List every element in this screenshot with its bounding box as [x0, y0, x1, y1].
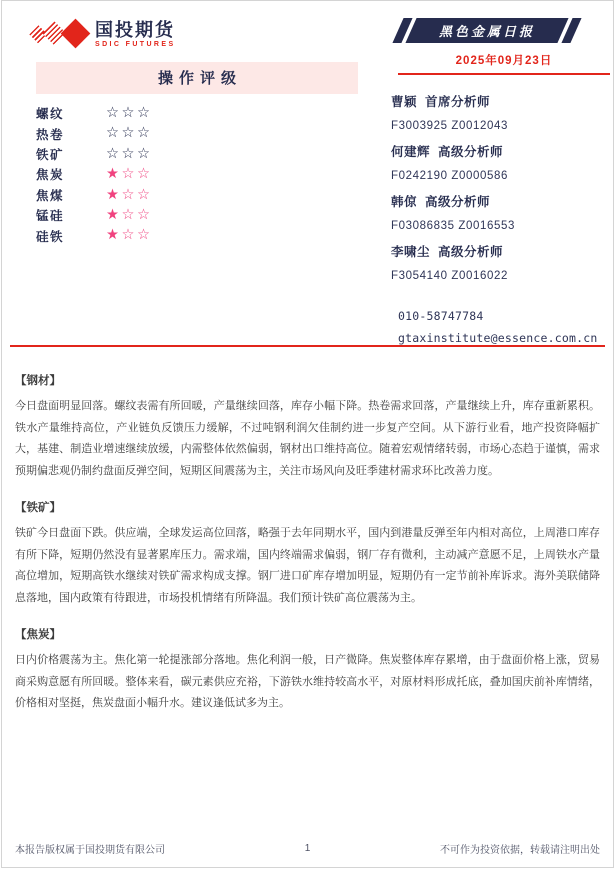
commodity-label: 焦煤 — [36, 188, 65, 203]
section-steel — [15, 371, 600, 482]
section-title: 【钢材】 — [15, 375, 61, 387]
section-text: 今日盘面明显回落。螺纹表需有所回暖，产量继续回落，库存小幅下降。热卷需求回落，产量继续上升，库存重新累积。铁水产量维持高位，产业链负反馈压力缓解，不过吨钢利润欠佳制约进一步复产空间。从下游行业看，地产投资降幅扩大，基建、制造业增速继续放缓，内需整体依然偏弱，钢材出口维持高位。随着宏观情绪转弱，市场心态趋于谨慎，需求预期偏悲观仍制约盘面反弹空间，短期区间震荡为主，关注市场风向及旺季建材需求环比改善力度。 — [15, 400, 600, 477]
section-title: 【焦炭】 — [15, 629, 61, 641]
page-number: 1 — [304, 843, 311, 854]
analyst-title: 高级分析师 — [438, 145, 504, 159]
rating-panel-title: 操作评级 — [36, 62, 358, 94]
page-footer — [15, 841, 600, 856]
star-rating: ★☆☆ — [106, 227, 153, 244]
analyst-title: 高级分析师 — [438, 245, 504, 259]
report-title-banner — [398, 18, 576, 43]
rating-row — [36, 225, 358, 245]
analyst-name: 曹颖 — [391, 95, 418, 109]
report-date: 2025年09月23日 — [398, 52, 610, 75]
section-title: 【铁矿】 — [15, 502, 61, 514]
footer-disclaimer: 不可作为投资依据，转载请注明出处 — [440, 845, 600, 856]
logo-text — [95, 20, 176, 48]
analyst-codes: F3003925 Z0012043 — [391, 120, 508, 132]
report-title-text: 黑色金属日报 — [438, 24, 535, 39]
analyst-name-line — [391, 89, 611, 114]
section-coke — [15, 625, 600, 715]
star-rating: ☆☆☆ — [106, 125, 153, 142]
analyst-panel — [391, 89, 611, 349]
analyst-codes: F03086835 Z0016553 — [391, 220, 515, 232]
section-iron-ore — [15, 498, 600, 609]
star-rating: ☆☆☆ — [106, 145, 153, 162]
commodity-label: 硅铁 — [36, 229, 65, 244]
rating-row — [36, 185, 358, 205]
star-rating: ☆☆☆ — [106, 104, 153, 121]
commodity-label: 铁矿 — [36, 147, 65, 162]
analyst-name-line — [391, 139, 611, 164]
analyst-name-line — [391, 189, 611, 214]
report-body — [15, 371, 600, 715]
analyst-name: 何建辉 — [391, 145, 431, 159]
section-text: 铁矿今日盘面下跌。供应端，全球发运高位回落，略强于去年同期水平，国内到港量反弹至年内相对高位，上周港口库存有所下降，短期仍然没有显著累库压力。需求端，国内终端需求偏弱，钢厂存有微利，主动减产意愿不足，上周铁水产量高位增加，短期高铁水继续对铁矿需求构成支撑。钢厂进口矿库存增加明显，短期仍有一定节前补库诉求。海外美联储降息落地，国内政策有待跟进，市场投机情绪有所降温。我们预计铁矿高位震荡为主。 — [15, 527, 600, 604]
rating-row — [36, 123, 358, 143]
rating-panel — [36, 62, 358, 246]
red-divider-line — [10, 345, 605, 347]
company-name-en: SDIC FUTURES — [95, 41, 176, 48]
rating-row — [36, 205, 358, 225]
footer-copyright: 本报告版权属于国投期货有限公司 — [15, 845, 165, 856]
analyst-name: 韩倞 — [391, 195, 418, 209]
star-rating: ★☆☆ — [106, 186, 153, 203]
contact-phone: 010-58747784 — [398, 309, 484, 323]
analyst-codes: F0242190 Z0000586 — [391, 170, 508, 182]
commodity-label: 锰硅 — [36, 209, 65, 224]
section-text: 日内价格震荡为主。焦化第一轮提涨部分落地。焦化利润一般，日产微降。焦炭整体库存累增，由于盘面价格上涨，贸易商采购意愿有所回暖。整体来看，碳元素供应充裕，下游铁水维持较高水平，对原材料形成托底，叠加国庆前补库情绪，价格相对坚挺，焦炭盘面小幅升水。建议逢低试多为主。 — [15, 654, 600, 709]
solid-diamond-icon — [61, 19, 91, 49]
analyst-title: 高级分析师 — [425, 195, 491, 209]
rating-row — [36, 103, 358, 123]
company-name-cn: 国投期货 — [95, 20, 175, 40]
commodity-label: 焦炭 — [36, 168, 65, 183]
rating-rows — [36, 103, 358, 246]
analyst-name: 李啸尘 — [391, 245, 431, 259]
analyst-title: 首席分析师 — [425, 95, 491, 109]
commodity-label: 螺纹 — [36, 107, 65, 122]
commodity-label: 热卷 — [36, 127, 65, 142]
masthead — [398, 18, 610, 75]
rating-row — [36, 164, 358, 184]
analyst-name-line — [391, 239, 611, 264]
star-rating: ★☆☆ — [106, 166, 153, 183]
rating-row — [36, 144, 358, 164]
star-rating: ★☆☆ — [106, 206, 153, 223]
analyst-codes: F3054140 Z0016022 — [391, 270, 508, 282]
report-title — [405, 18, 568, 43]
logo-diamonds-icon — [30, 16, 88, 52]
report-page — [1, 0, 614, 868]
company-logo — [30, 16, 176, 52]
contact-email: gtaxinstitute@essence.com.cn — [398, 331, 598, 345]
